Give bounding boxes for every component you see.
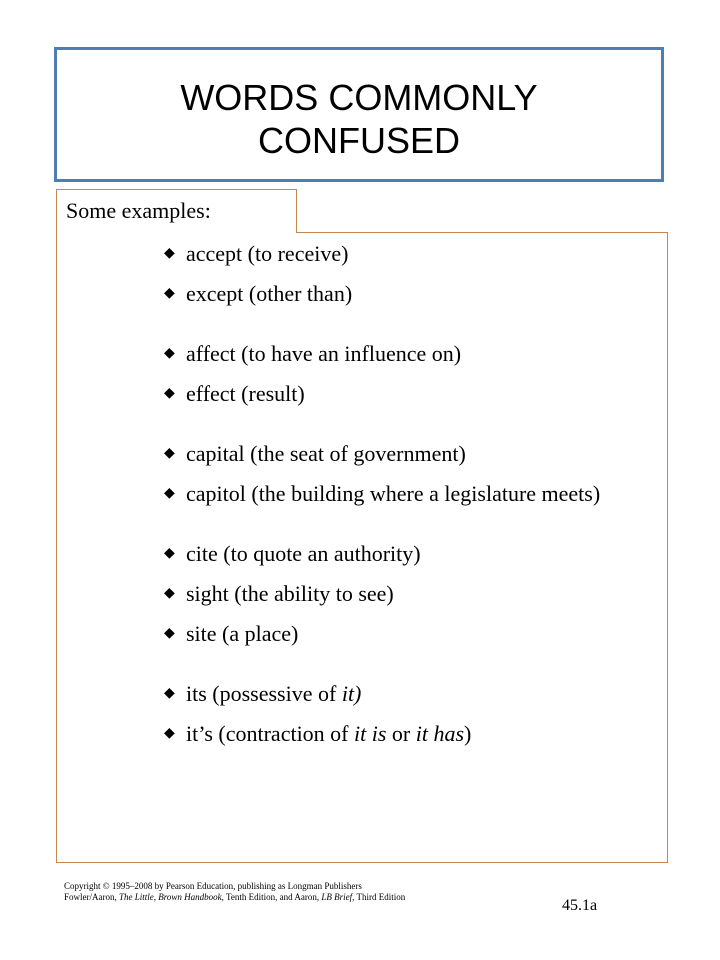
- item-text: it’s (contraction of: [186, 721, 355, 746]
- copyright-text: Tenth Edition, and Aaron,: [223, 892, 322, 902]
- item-text: it has: [415, 721, 465, 746]
- list-item: [160, 580, 660, 608]
- diamond-bullet-icon: ◆: [164, 626, 175, 641]
- item-text: cite (to quote an authority): [186, 541, 421, 566]
- diamond-bullet-icon: ◆: [164, 446, 175, 461]
- title-line-2: CONFUSED: [257, 119, 460, 161]
- list-item: [160, 680, 660, 708]
- title-line-1: WORDS COMMONLY: [180, 76, 538, 118]
- list-item: [160, 540, 660, 568]
- list-item: [160, 480, 660, 508]
- copyright-text: Third Edition: [354, 892, 406, 902]
- diamond-bullet-icon: ◆: [164, 246, 175, 261]
- copyright-line-1: Copyright © 1995–2008 by Pearson Education, publishing as Longman Publishers: [64, 881, 362, 891]
- diamond-bullet-icon: ◆: [164, 346, 175, 361]
- copyright-line-2: [64, 892, 405, 903]
- item-text: site (a place): [186, 621, 299, 646]
- copyright-notice: [64, 881, 405, 903]
- diamond-bullet-icon: ◆: [164, 386, 175, 401]
- item-text: sight (the ability to see): [186, 581, 394, 606]
- item-text: it): [341, 681, 362, 706]
- item-text: or: [386, 721, 416, 746]
- item-text: accept (to receive): [186, 241, 349, 266]
- title-box: [54, 47, 664, 182]
- diamond-bullet-icon: ◆: [164, 726, 175, 741]
- copyright-text: Fowler/Aaron,: [64, 892, 119, 902]
- list-item: [160, 340, 660, 368]
- item-text: affect (to have an influence on): [186, 341, 462, 366]
- item-text: capital (the seat of government): [186, 441, 466, 466]
- item-text: effect (result): [186, 381, 305, 406]
- item-text: its (possessive of: [186, 681, 342, 706]
- diamond-bullet-icon: ◆: [164, 546, 175, 561]
- list-item: [160, 240, 660, 268]
- diamond-bullet-icon: ◆: [164, 286, 175, 301]
- diamond-bullet-icon: ◆: [164, 586, 175, 601]
- list-item: [160, 620, 660, 648]
- copyright-text: LB Brief,: [321, 892, 355, 902]
- diamond-bullet-icon: ◆: [164, 486, 175, 501]
- subtitle-tab: Some examples:: [56, 189, 297, 233]
- list-item: [160, 380, 660, 408]
- list-item: [160, 720, 660, 748]
- item-text: it is: [354, 721, 387, 746]
- examples-list: [160, 240, 660, 760]
- item-text: ): [464, 721, 472, 746]
- page-title: [57, 68, 661, 162]
- diamond-bullet-icon: ◆: [164, 686, 175, 701]
- copyright-text: The Little, Brown Handbook,: [119, 892, 224, 902]
- list-item: [160, 440, 660, 468]
- item-text: capitol (the building where a legislature meets): [186, 481, 601, 506]
- list-item: [160, 280, 660, 308]
- section-code: 45.1a: [562, 897, 598, 914]
- item-text: except (other than): [186, 281, 353, 306]
